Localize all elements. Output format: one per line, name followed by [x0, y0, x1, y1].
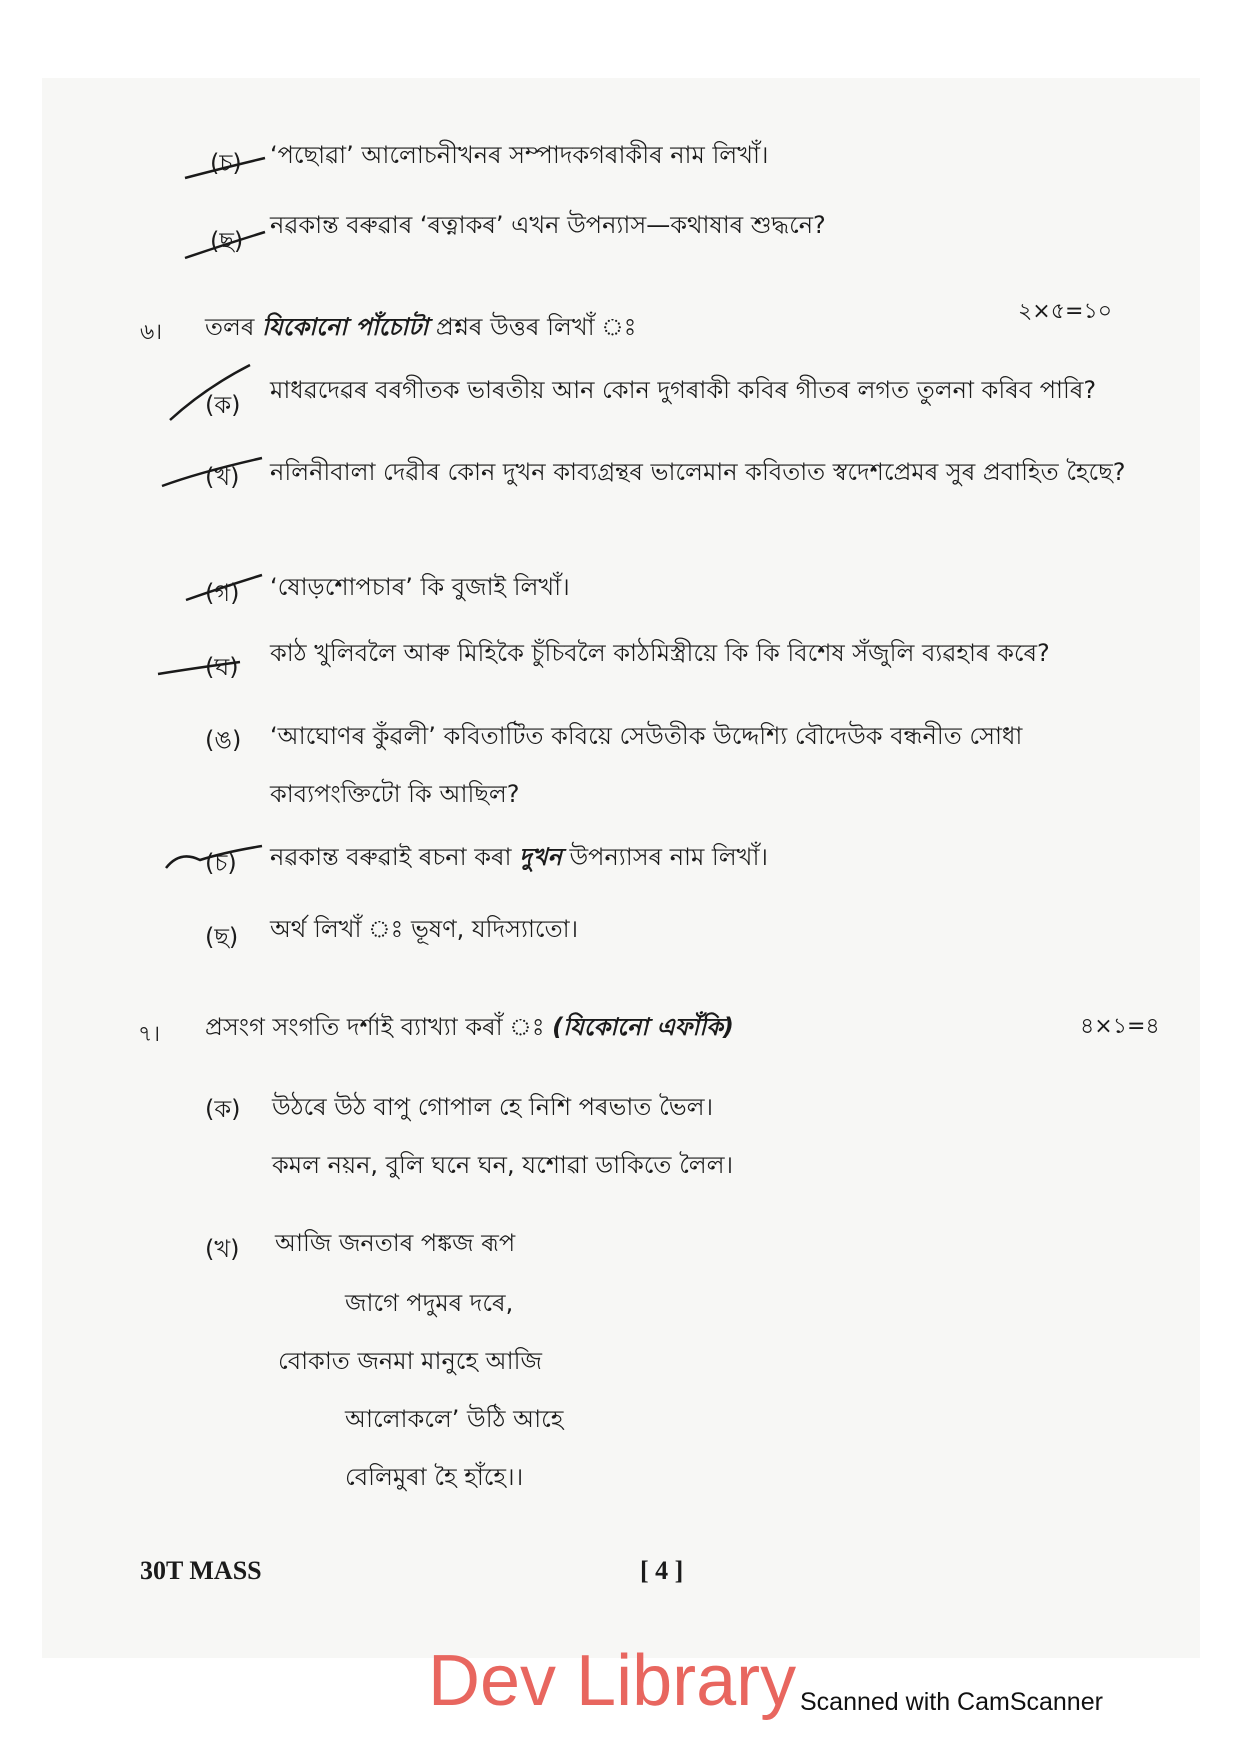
- scanner-credit: Scanned with CamScanner: [800, 1688, 1103, 1716]
- q6-marks: ২×৫=১০: [1018, 299, 1113, 324]
- q6-cha-text-post: উপন্যাসৰ নাম লিখাঁ।: [569, 843, 768, 871]
- q7-marks: ৪×১=৪: [1080, 1014, 1160, 1039]
- q7-kha-label: (খ): [205, 1235, 240, 1263]
- q6-instruction-emphasis: যিকোনো পাঁচোটা: [262, 313, 429, 341]
- q6-ka-label: (ক): [205, 391, 241, 419]
- q6-ka-text: মাধৱদেৱৰ বৰগীতক ভাৰতীয় আন কোন দুগৰাকী কবিৰ গীতৰ লগত তুলনা কৰিব পাৰি?: [270, 376, 1097, 404]
- q5-cha-text: ‘পছোৱা’ আলোচনীখনৰ সম্পাদকগৰাকীৰ নাম লিখাঁ।: [270, 141, 769, 169]
- q7-kha-line-1: আজি জনতাৰ পঙ্কজ ৰূপ: [275, 1229, 516, 1257]
- q6-instruction: [205, 312, 636, 342]
- q6-cha-text-pre: নৱকান্ত বৰুৱাই ৰচনা কৰা: [270, 843, 512, 871]
- q6-chha-label: (ছ): [205, 923, 239, 951]
- q5-chha-label: (ছ): [210, 227, 244, 255]
- q7-instruction: [205, 1012, 734, 1042]
- q6-ga-label: (গ): [205, 579, 240, 607]
- q6-kha-text: নলিনীবালা দেৱীৰ কোন দুখন কাব্যগ্ৰন্থৰ ভালেমান কবিতাত স্বদেশপ্ৰেমৰ সুৰ প্ৰবাহিত হৈছে?: [270, 458, 1126, 486]
- q6-uma-label: (ঙ): [205, 726, 242, 754]
- q6-cha-text-emphasis: দুখন: [519, 843, 562, 871]
- watermark-text: Dev Library: [428, 1641, 797, 1721]
- page-number: [ 4 ]: [640, 1556, 684, 1585]
- q7-ka-label: (ক): [205, 1095, 241, 1123]
- q7-kha-line-4: আলোকলে’ উঠি আহে: [345, 1405, 564, 1433]
- q7-instruction-emphasis: (যিকোনো এফাঁকি): [552, 1013, 734, 1041]
- q6-cha-label: (চ): [205, 849, 237, 877]
- q7-kha-line-2: জাগে পদুমৰ দৰে,: [345, 1289, 514, 1317]
- q7-number: ৭।: [138, 1022, 161, 1047]
- paper-code: 30T MASS: [140, 1556, 262, 1585]
- q6-chha-text: অৰ্থ লিখাঁ ঃ ভূষণ, যদিস্যাতো।: [270, 915, 579, 943]
- q7-ka-line-1: উঠৰে উঠ বাপু গোপাল হে নিশি পৰভাত ভৈল।: [272, 1093, 714, 1121]
- q5-chha-text: নৱকান্ত বৰুৱাৰ ‘ৰত্নাকৰ’ এখন উপন্যাস—কথাষাৰ শুদ্ধনে?: [270, 211, 826, 239]
- q7-kha-line-3: বোকাত জনমা মানুহে আজি: [278, 1347, 542, 1375]
- q6-uma-text: ‘আঘোণৰ কুঁৱলী’ কবিতাটিত কবিয়ে সেউতীক উদ্দেশ্যি বৌদেউক বন্ধনীত সোধা কাব্যপংক্তিটো কি আছিল?: [270, 722, 1023, 808]
- q6-ga-text: ‘ষোড়শোপচাৰ’ কি বুজাই লিখাঁ।: [270, 573, 570, 601]
- q7-instruction-main: প্ৰসংগ সংগতি দৰ্শাই ব্যাখ্যা কৰাঁ ঃ: [205, 1013, 545, 1041]
- q6-kha-label: (খ): [205, 463, 240, 491]
- q6-number: ৬।: [140, 320, 163, 345]
- q7-kha-line-5: বেলিমুৰা হৈ হাঁহে।।: [345, 1463, 524, 1491]
- q6-cha-text: [270, 842, 768, 872]
- q6-gha-text: কাঠ খুলিবলৈ আৰু মিহিকৈ চুঁচিবলৈ কাঠমিস্ত্ৰীয়ে কি কি বিশেষ সঁজুলি ব্যৱহাৰ কৰে?: [270, 639, 1050, 667]
- q6-gha-label: (ঘ): [205, 653, 239, 681]
- q6-instruction-post: প্ৰশ্নৰ উত্তৰ লিখাঁ ঃ: [435, 313, 637, 341]
- q6-instruction-pre: তলৰ: [205, 313, 255, 341]
- q7-ka-line-2: কমল নয়ন, বুলি ঘনে ঘন, যশোৱা ডাকিতে লৈল।: [272, 1151, 734, 1179]
- q5-cha-label: (চ): [210, 149, 242, 177]
